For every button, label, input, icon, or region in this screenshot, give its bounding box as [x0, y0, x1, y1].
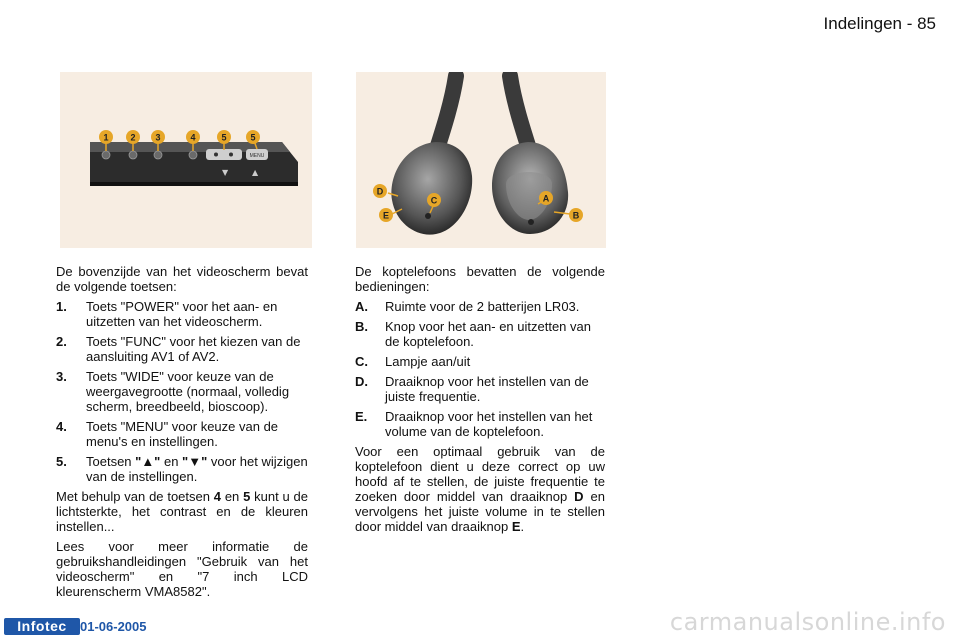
item-text: Toets "MENU" voor keuze van de menu's en instellingen. — [86, 419, 279, 449]
outro-part: en vervolgens het juiste volume in te stellen door middel van draaiknop — [355, 489, 605, 534]
item-key: 4. — [56, 419, 67, 434]
infotec-logo: Infotec — [4, 618, 80, 635]
callout-A: A — [542, 193, 550, 204]
item-text: Draaiknop voor het instellen van de juiste frequentie. — [385, 374, 589, 404]
callout-4: 4 — [190, 132, 196, 143]
item-key: 1. — [56, 299, 67, 314]
item-text-part: voor het wijzigen van de instellingen. — [86, 454, 308, 484]
arrow-up-key: "▲" — [135, 454, 161, 469]
list-item — [56, 454, 308, 484]
menu-button-text: MENU — [249, 153, 265, 159]
callout-D: D — [376, 186, 384, 197]
item-key: E. — [355, 409, 368, 424]
callout-2: 2 — [130, 132, 136, 143]
item-text: Toets "FUNC" voor het kiezen van de aansluiting AV1 of AV2. — [86, 334, 301, 364]
page-header: Indelingen - 85 — [823, 14, 936, 33]
outro-part: Met behulp van de toetsen — [56, 489, 214, 504]
callout-B: B — [572, 210, 580, 221]
callout-C: C — [430, 195, 438, 206]
item-key: 3. — [56, 369, 67, 384]
outro-key-D: D — [574, 489, 584, 504]
watermark-site[interactable]: carmanualsonline.info — [669, 608, 946, 636]
left-closing: Lees voor meer informatie de gebruikshandleidingen "Gebruik van het videoscherm" en "7 inch LCD kleurenscherm VMA8582". — [56, 539, 308, 599]
item-text-part: Toetsen — [86, 454, 136, 469]
list-item — [355, 409, 605, 439]
outro-key-E: E — [511, 519, 521, 534]
headphones-illustration — [356, 72, 606, 248]
list-item — [56, 369, 308, 414]
left-column — [56, 264, 308, 604]
outro-part: en — [221, 489, 244, 504]
item-key: 5. — [56, 454, 67, 469]
video-screen-illustration — [60, 72, 312, 248]
list-item — [355, 354, 605, 369]
left-outro — [56, 489, 308, 534]
item-key: D. — [355, 374, 368, 389]
item-text: Knop voor het aan- en uitzetten van de koptelefoon. — [385, 319, 591, 349]
item-text-part: en — [160, 454, 183, 469]
arrow-down-key: "▼" — [182, 454, 208, 469]
callout-5b: 5 — [250, 132, 256, 143]
item-text: Ruimte voor de 2 batterijen LR03. — [385, 299, 580, 314]
list-item — [56, 419, 308, 449]
item-text: Toets "POWER" voor het aan- en uitzetten van het videoscherm. — [86, 299, 278, 329]
item-text: Toets "WIDE" voor keuze van de weergavegrootte (normaal, volledig scherm, breedbeeld, bioscoop). — [86, 369, 290, 414]
list-item — [355, 374, 605, 404]
outro-key-5: 5 — [243, 489, 251, 504]
left-intro: De bovenzijde van het videoscherm bevat de volgende toetsen: — [56, 264, 308, 294]
item-text — [86, 454, 308, 484]
headphones-drawing — [356, 72, 606, 248]
outro-part: . — [520, 519, 525, 534]
item-text: Draaiknop voor het instellen van het volume van de koptelefoon. — [385, 409, 593, 439]
item-key: B. — [355, 319, 368, 334]
list-item — [56, 334, 308, 364]
callout-1: 1 — [103, 132, 109, 143]
svg-text:▲: ▲ — [252, 168, 259, 177]
item-key: A. — [355, 299, 368, 314]
callout-E: E — [382, 210, 390, 221]
list-item — [355, 299, 605, 314]
outro-key-4: 4 — [213, 489, 222, 504]
callout-3: 3 — [155, 132, 161, 143]
video-screen-drawing — [60, 72, 312, 248]
right-intro: De koptelefoons bevatten de volgende bedieningen: — [355, 264, 605, 294]
right-column — [355, 264, 605, 539]
outro-part: Voor een optimaal gebruik van de koptelefoon dient u deze correct op uw hoofd af te stellen, de juiste frequentie te zoeken door middel van draaiknop — [355, 444, 605, 504]
right-outro — [355, 444, 605, 534]
list-item — [56, 299, 308, 329]
callout-5a: 5 — [221, 132, 227, 143]
footer-date: 01-06-2005 — [80, 619, 147, 634]
item-key: 2. — [56, 334, 67, 349]
item-text: Lampje aan/uit — [385, 354, 471, 369]
item-key: C. — [355, 354, 368, 369]
outro-part: kunt u de lichtsterkte, het contrast en de kleuren instellen... — [56, 489, 308, 534]
list-item — [355, 319, 605, 349]
svg-text:▼: ▼ — [222, 168, 229, 177]
